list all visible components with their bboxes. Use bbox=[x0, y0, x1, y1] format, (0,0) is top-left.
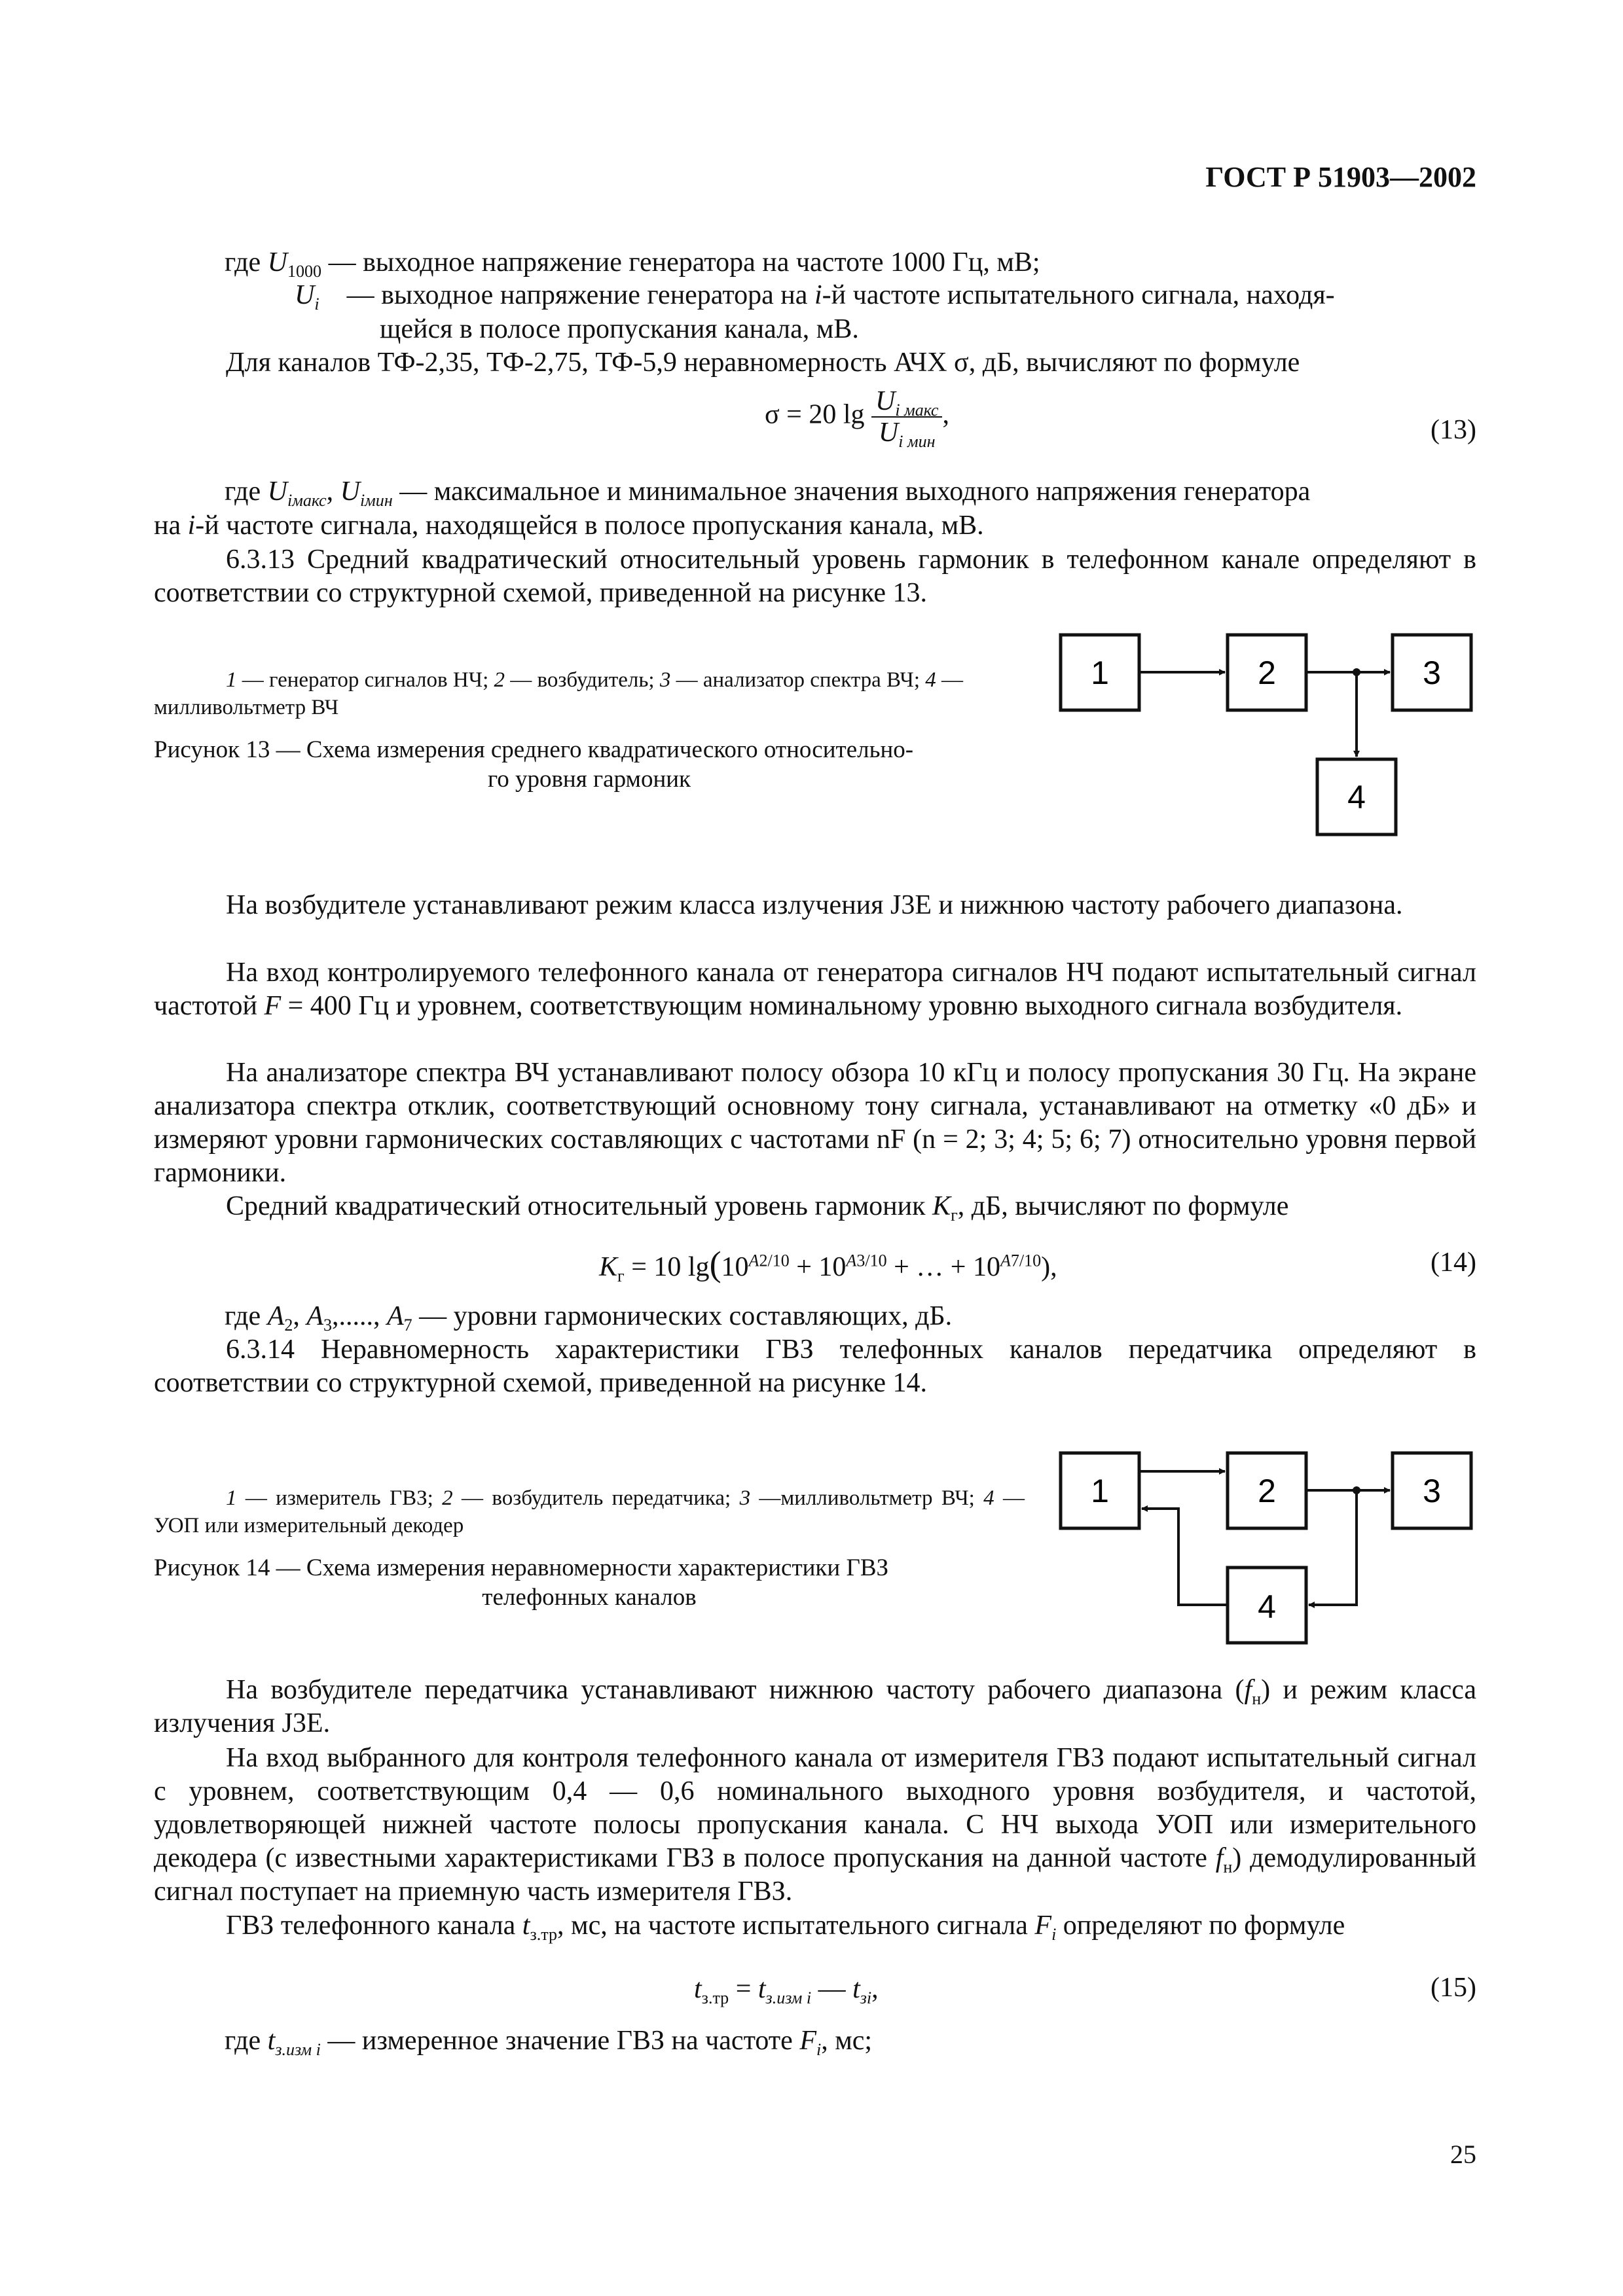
figure-14-diagram bbox=[1041, 1440, 1493, 1662]
paragraph-tf-channels: Для каналов ТФ-2,35, ТФ-2,75, ТФ-5,9 неравномерность АЧХ σ, дБ, вычисляют по формуле bbox=[226, 348, 1300, 378]
fig14-label-3: 3 bbox=[1423, 1473, 1441, 1509]
formula-13-fraction: $\frac{U_{i макс}}{U_{i мин}}$ bbox=[871, 386, 942, 448]
figure-13-diagram bbox=[1041, 622, 1493, 844]
equation-number-14: (14) bbox=[1431, 1247, 1476, 1278]
document-id: ГОСТ Р 51903—2002 bbox=[1205, 161, 1476, 193]
paragraph-j3e-mode: На возбудителе устанавливают режим класса излучения J3E и нижнюю частоту рабочего диапазона. bbox=[226, 890, 1403, 920]
formula-13: σ = 20 lg $\frac{U_{i макс}}{U_{i мин}}$ , bbox=[765, 386, 949, 452]
page-number: 25 bbox=[1450, 2140, 1476, 2169]
fig14-label-1: 1 bbox=[1091, 1473, 1109, 1509]
fig13-label-4: 4 bbox=[1347, 779, 1366, 816]
paragraph-kg: Средний квадратический относительный уровень гармоник $K_г$, дБ, вычисляют по формуле bbox=[226, 1191, 1289, 1225]
paragraph-spectrum-analyzer: На анализаторе спектра ВЧ устанавливают полосу обзора 10 кГц и полосу пропускания 30 Гц. На экране анализатора спектра отклик, соответствующий основному тону сигнала, устанавливают на отметку «0 дБ» и измеряют уровни гармонических составляющих с частотами nF (n = 2; 3; 4; 5; 6; 7) относительно уровня первой гармоники. bbox=[154, 1058, 1476, 1188]
figure-13-caption: Рисунок 13 — Схема измерения среднего квадратического относительно- го уровня гармоник bbox=[154, 736, 914, 793]
paragraph-gvz-tf: ГВЗ телефонного канала $t_{з.тр}$, мс, на частоте испытательного сигнала $F_i$ определяют по формуле bbox=[226, 1910, 1345, 1945]
fig14-label-4: 4 bbox=[1258, 1588, 1276, 1625]
figure-13-legend: 1 — генератор сигналов НЧ; 2 — возбудитель; 3 — анализатор спектра ВЧ; 4 — милливольтметр ВЧ bbox=[154, 668, 964, 719]
definition-u1000: где $U_{1000}$ — выходное напряжение генератора на частоте 1000 Гц, мВ; bbox=[225, 247, 1040, 281]
fig13-label-3: 3 bbox=[1423, 655, 1441, 691]
paragraph-test-signal: На вход контролируемого телефонного канала от генератора сигналов НЧ подают испытательный сигнал частотой F = 400 Гц и уровнем, соответствующим номинальному уровню выходного сигнала возбудителя. bbox=[154, 958, 1476, 1021]
fig14-label-2: 2 bbox=[1258, 1473, 1276, 1509]
figure-14-legend: 1 — измеритель ГВЗ; 2 — возбудитель передатчика; 3 —милливольтметр ВЧ; 4 — УОП или измерительный декодер bbox=[154, 1486, 1025, 1537]
definition-tz-izm: где $t_{з.изм i}$ — измеренное значение ГВЗ на частоте $F_i$, мс; bbox=[225, 2026, 873, 2060]
definition-ui-line2: щейся в полосе пропускания канала, мВ. bbox=[380, 314, 859, 344]
definition-a2-a7: где $A_2$, $A_3$,....., $A_7$ — уровни гармонических составляющих, дБ. bbox=[225, 1301, 953, 1335]
fig14-arrow-4-to-1 bbox=[1142, 1509, 1228, 1605]
formula-14: $K_г = 10$ $\lg(10^{A2/10} + 10^{A3/10}$ + … + $10^{A7/10}$), bbox=[599, 1244, 1057, 1286]
figure-14-caption: Рисунок 14 — Схема измерения неравномерности характеристики ГВЗ телефонных каналов bbox=[154, 1554, 889, 1611]
equation-number-13: (13) bbox=[1431, 415, 1476, 445]
paragraph-fn-mode: На возбудителе передатчика устанавливают нижнюю частоту рабочего диапазона $(f_н)$ и режим класса излучения J3E. bbox=[154, 1675, 1477, 1738]
paragraph-6-3-13: 6.3.13 Средний квадратический относительный уровень гармоник в телефонном канале определяют в соответствии со структурной схемой, приведенной на рисунке 13. bbox=[154, 545, 1476, 608]
fig13-label-1: 1 bbox=[1091, 655, 1109, 691]
definition-umax-umin: где $U_{iмакс}$, $U_{iмин}$ — максимальное и минимальное значения выходного напряжения генератора bbox=[225, 476, 1311, 511]
equation-number-15: (15) bbox=[1431, 1973, 1476, 2003]
fig14-arrow-to-4 bbox=[1309, 1490, 1357, 1605]
definition-umax-umin-line2: на i-й частоте сигнала, находящейся в полосе пропускания канала, мВ. bbox=[154, 511, 984, 541]
definition-ui-line1: $U_i$ — выходное напряжение генератора на i-й частоте испытательного сигнала, находя- bbox=[295, 280, 1335, 314]
paragraph-6-3-14: 6.3.14 Неравномерность характеристики ГВЗ телефонных каналов передатчика определяют в соответствии со структурной схемой, приведенной на рисунке 14. bbox=[154, 1335, 1476, 1398]
formula-15: $t_{з.тр} = t_{з.изм i}$ — $t_{зi}$, bbox=[694, 1974, 879, 2008]
fig13-label-2: 2 bbox=[1258, 655, 1276, 691]
paragraph-gvz-input: На вход выбранного для контроля телефонного канала от измерителя ГВЗ подают испытательный сигнал с уровнем, соответствующим 0,4 — 0,6 номинального выходного уровня возбудителя, и частотой, удовлетворяющей нижней частоте полосы пропускания канала. С НЧ выхода УОП или измерительного декодера (с известными характеристиками ГВЗ в полосе пропускания на данной частоте $f_н$) демодулированный сигнал поступает на приемную часть измерителя ГВЗ. bbox=[154, 1743, 1476, 1907]
